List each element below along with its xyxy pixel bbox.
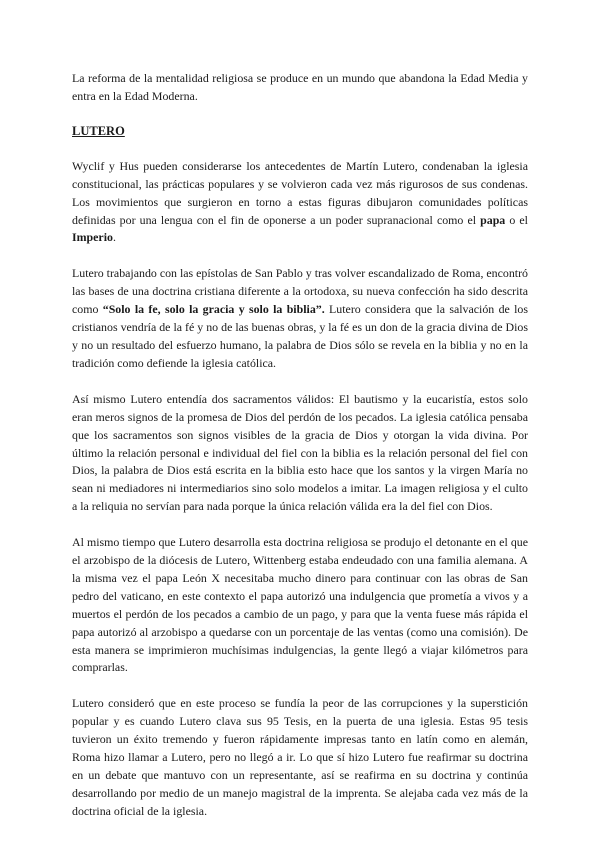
section-heading: LUTERO <box>72 123 125 138</box>
paragraph-text: Lutero trabajando con las epístolas de San Pablo y tras volver escandalizado de Roma, encontró las bases de una doctrina cristiana diferente a la ortodoxa, su nueva confección ha sido descrita como <box>72 266 528 317</box>
paragraph-indulgencias: Al mismo tiempo que Lutero desarrolla esta doctrina religiosa se produjo el detonante en el que el arzobispo de la diócesis de Lutero, Wittenberg estaba endeudado con una familia alemana. A la misma vez el papa León X necesitaba mucho dinero para continuar con las obras de San pedro del vaticano, en este contexto el papa autorizó una indulgencia que prometía a vivos y a muertos el perdón de los pecados a cambio de un pago, y para que la venta fuese más rápida el papa autorizó al arzobispo a quedarse con un porcentaje de las ventas (como una comisión). De esta manera se imprimieron muchísimas indulgencias, la gente llegó a viajar kilómetros para comprarlas. <box>72 535 528 675</box>
paragraph-tesis: Lutero consideró que en este proceso se fundía la peor de las corrupciones y la superstición popular y es cuando Lutero clava sus 95 Tesis, en la puerta de una iglesia. Estas 95 tesis tuvieron un éxito tremendo y fueron rápidamente impresas tanto en latín como en alemán, Roma hizo llamar a Lutero, pero no llegó a ir. Lo que sí hizo Lutero fue reafirmar su doctrina en un debate que mantuvo con un representante, así se reafirma en su doctrina y continúa desarrollando por medio de un manejo magistral de la imprenta. Se alejaba cada vez más de la doctrina oficial de la iglesia. <box>72 696 528 818</box>
paragraph-doctrina <box>72 265 528 372</box>
document-page <box>72 70 528 839</box>
paragraph-antecedentes <box>72 158 528 248</box>
bold-term-papa: papa <box>480 212 506 227</box>
bold-term-imperio: Imperio <box>72 230 113 245</box>
paragraph-text: Lutero considera que la salvación de los cristianos vendría de la fé y no de las buenas obras, y la fé es un don de la gracia divina de Dios y no un resultado del esfuerzo humano, la palabra de Dios sólo se revela en la biblia y no en la tradición como defiende la iglesia católica. <box>72 302 529 370</box>
paragraph-text: o el <box>505 212 528 227</box>
bold-quote: “Solo la fe, solo la gracia y solo la biblia”. <box>102 302 325 317</box>
paragraph-text: . <box>112 230 116 245</box>
paragraph-sacramentos: Así mismo Lutero entendía dos sacramentos válidos: El bautismo y la eucaristía, estos solo eran meros signos de la promesa de Dios del perdón de los pecados. La iglesia católica pensaba que los sacramentos son signos visibles de la gracia de Dios y otorgan la vida divina. Por último la relación personal e individual del fiel con la biblia es la relación personal del fiel con Dios, la palabra de Dios está escrita en la biblia esto hace que los santos y la virgen María no sean ni mediadores ni intermediarios sino solo modelos a imitar. La imagen religiosa y el culto a la reliquia no servían para nada porque la única relación válida era la del fiel con Dios. <box>72 391 528 514</box>
paragraph-text: Wyclif y Hus pueden considerarse los antecedentes de Martín Lutero, condenaban la iglesia constitucional, las prácticas populares y se volvieron cada vez más rigurosos de sus condenas. Los movimientos que surgieron en torno a estas figuras dibujaron comunidades políticas definidas por una lengua con el fin de oponerse a un poder supranacional como el <box>72 158 528 227</box>
intro-paragraph: La reforma de la mentalidad religiosa se produce en un mundo que abandona la Edad Media y entra en la Edad Moderna. <box>72 71 528 103</box>
